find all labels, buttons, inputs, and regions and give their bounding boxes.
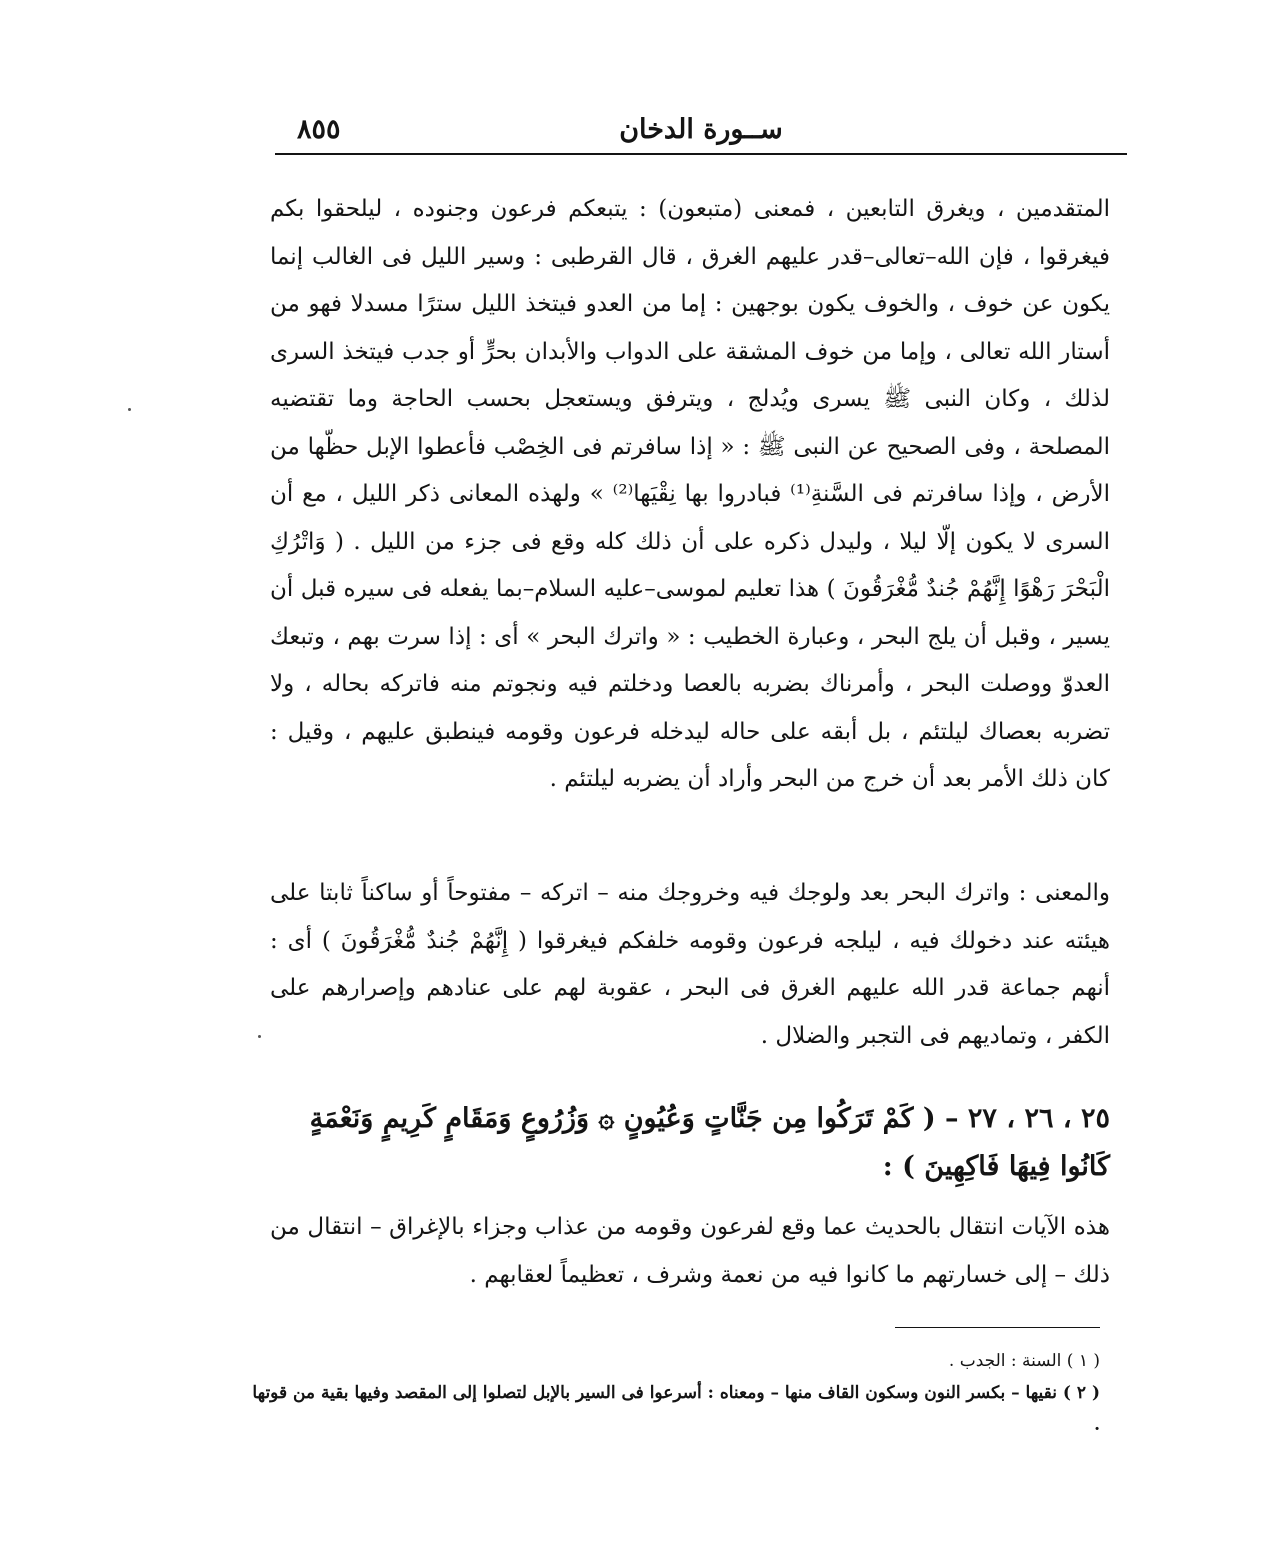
footnote-1: ( ١ ) السنة : الجدب .	[948, 1351, 1100, 1371]
page-header	[275, 108, 1127, 152]
verse-heading	[270, 1095, 1110, 1191]
paragraph-commentary-1: المتقدمين ، ويغرق التابعين ، فمعنى (متبعون) : يتبعكم فرعون وجنوده ، ليلحقوا بكم فيغرقوا ، فإن الله–تعالى–قدر عليهم الغرق ، قال القرطبى : وسير الليل فى الغالب إنما يكون عن خوف ، والخوف يكون بوجهين : إما من العدو فيتخذ الليل سترًا مسدلا فهو من أستار الله تعالى ، وإما من خوف المشقة على الدواب والأبدان بحرٍّ أو جدب فيتخذ السرى لذلك ، وكان النبى ﷺ يسرى ويُدلج ، ويترفق ويستعجل بحسب الحاجة وما تقتضيه المصلحة ، وفى الصحيح عن النبى ﷺ : « إذا سافرتم فى الخِصْب فأعطوا الإبل حظّها من الأرض ، وإذا سافرتم فى السَّنةِ⁽¹⁾ فبادروا بها نِقْيَها⁽²⁾ » ولهذه المعانى ذكر الليل ، مع أن السرى لا يكون إلّا ليلا ، وليدل ذكره على أن ذلك كله وقع فى جزء من الليل . ( وَاتْرُكِ الْبَحْرَ رَهْوًا إِنَّهُمْ جُندٌ مُّغْرَقُونَ ) هذا تعليم لموسى–عليه السلام–بما يفعله فى سيره قبل أن يسير ، وقبل أن يلج البحر ، وعبارة الخطيب : « واترك البحر » أى : إذا سرت بهم ، وتبعك العدوّ ووصلت البحر ، وأمرناك بضربه بالعصا ودخلتم فيه ونجوتم منه فاتركه بحاله ، ولا تضربه بعصاك ليلتئم ، بل أبقه على حاله ليدخله فرعون وقومه فينطبق عليهم ، وقيل : كان ذلك الأمر بعد أن خرج من البحر وأراد أن يضربه ليلتئم .	[270, 196, 1111, 792]
paragraph-commentary-2: والمعنى : واترك البحر بعد ولوجك فيه وخروجك منه – اتركه – مفتوحاً أو ساكناً ثابتا على هيئته عند دخولك فيه ، ليلجه فرعون وقومه خلفكم فيغرقوا ( إِنَّهُمْ جُندٌ مُّغْرَقُونَ ) أى : أنهم جماعة قدر الله عليهم الغرق فى البحر ، عقوبة لهم على عنادهم وإصرارهم على الكفر ، وتماديهم فى التجبر والضلال .	[270, 880, 1110, 1049]
header-divider	[275, 153, 1127, 155]
footnote-2: ( ٢ ) نقيها – بكسر النون وسكون القاف منها – ومعناه : أسرعوا فى السير بالإبل لتصلوا إلى المقصد وفيها بقية من قوتها .	[252, 1383, 1100, 1435]
scan-speck	[128, 408, 131, 411]
verse-text: ( كَمْ تَرَكُوا مِن جَنَّاتٍ وَعُيُونٍ ۞ وَزُرُوعٍ وَمَقَامٍ كَرِيمٍ وَنَعْمَةٍ كَانُوا فِيهَا فَاكِهِينَ ) :	[309, 1103, 1110, 1182]
verse-numbers: ٢٥ ، ٢٦ ، ٢٧ –	[945, 1103, 1110, 1134]
page-number: ٨٥٥	[297, 114, 341, 145]
footnotes	[250, 1345, 1100, 1441]
surah-title: ســورة الدخان	[619, 114, 783, 145]
footnote-divider	[895, 1327, 1100, 1328]
paragraph-commentary-3: هذه الآيات انتقال بالحديث عما وقع لفرعون وقومه من عذاب وجزاء بالإغراق – انتقال من ذلك – إلى خسارتهم ما كانوا فيه من نعمة وشرف ، تعظيماً لعقابهم .	[270, 1214, 1110, 1288]
scan-speck	[258, 1035, 261, 1038]
